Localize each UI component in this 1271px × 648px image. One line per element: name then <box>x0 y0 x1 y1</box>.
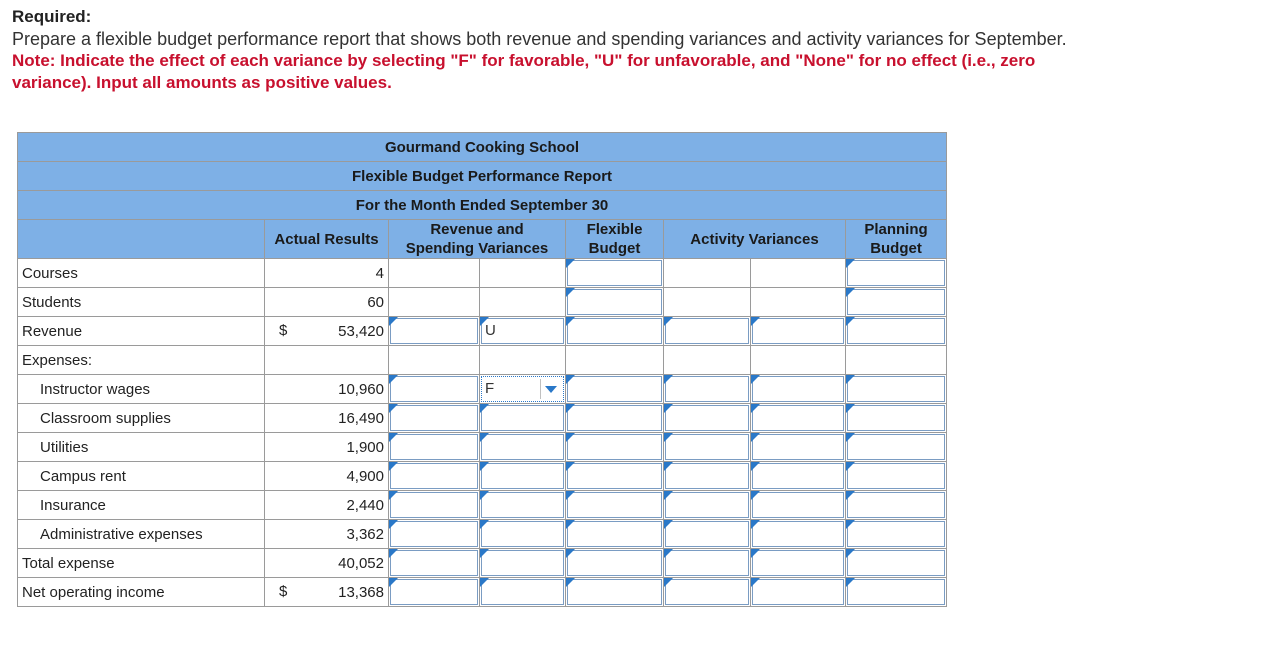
row-label-administrative-expenses: Administrative expenses <box>18 520 265 549</box>
activity-effect-utilities-select[interactable] <box>751 433 846 462</box>
row-label-instructor-wages: Instructor wages <box>18 375 265 404</box>
planning-noi-input[interactable] <box>846 578 947 607</box>
empty-cell <box>751 346 846 375</box>
empty-cell <box>664 259 751 288</box>
revenue-spending-variance-classroom-supplies-input[interactable] <box>389 404 480 433</box>
flexible-students-input[interactable] <box>566 288 664 317</box>
row-label-expenses: Expenses: <box>18 346 265 375</box>
required-heading: Required: <box>12 7 92 26</box>
planning-line2: Budget <box>870 240 922 257</box>
actual-insurance: 2,440 <box>265 491 389 520</box>
row-label-total-expense: Total expense <box>18 549 265 578</box>
effect-value: F <box>485 380 495 397</box>
rev-spend-line1: Revenue and <box>430 221 524 238</box>
report-company: Gourmand Cooking School <box>18 133 947 162</box>
planning-revenue-input[interactable] <box>846 317 947 346</box>
row-label-utilities: Utilities <box>18 433 265 462</box>
revenue-spending-variance-insurance-input[interactable] <box>389 491 480 520</box>
empty-cell <box>751 288 846 317</box>
activity-variance-insurance-input[interactable] <box>664 491 751 520</box>
instructions-note-line2: variance). Input all amounts as positive values. <box>12 73 392 92</box>
actual-net-operating-income <box>265 578 389 607</box>
instructions <box>12 6 1262 94</box>
actual-instructor-wages: 10,960 <box>265 375 389 404</box>
row-label-net-operating-income: Net operating income <box>18 578 265 607</box>
empty-cell <box>265 346 389 375</box>
revenue-spending-variance-total-expense-input[interactable] <box>389 549 480 578</box>
actual-students: 60 <box>265 288 389 317</box>
activity-variance-noi-input[interactable] <box>664 578 751 607</box>
flexible-classroom-supplies-input[interactable] <box>566 404 664 433</box>
revenue-spending-effect-classroom-supplies-select[interactable] <box>480 404 566 433</box>
revenue-spending-effect-campus-rent-select[interactable] <box>480 462 566 491</box>
planning-students-input[interactable] <box>846 288 947 317</box>
report-title: Flexible Budget Performance Report <box>18 162 947 191</box>
planning-line1: Planning <box>864 221 928 238</box>
actual-utilities: 1,900 <box>265 433 389 462</box>
empty-cell <box>389 288 480 317</box>
revenue-spending-effect-revenue-select[interactable] <box>480 317 566 346</box>
revenue-spending-effect-utilities-select[interactable] <box>480 433 566 462</box>
activity-effect-noi-select[interactable] <box>751 578 846 607</box>
revenue-spending-effect-total-expense-select[interactable] <box>480 549 566 578</box>
activity-variance-total-expense-input[interactable] <box>664 549 751 578</box>
planning-instructor-wages-input[interactable] <box>846 375 947 404</box>
flexible-budget-report-table <box>17 132 947 607</box>
activity-variance-instructor-wages-input[interactable] <box>664 375 751 404</box>
column-header-blank <box>18 220 265 259</box>
row-label-students: Students <box>18 288 265 317</box>
revenue-spending-variance-instructor-wages-input[interactable] <box>389 375 480 404</box>
flexible-insurance-input[interactable] <box>566 491 664 520</box>
row-label-classroom-supplies: Classroom supplies <box>18 404 265 433</box>
flexible-total-expense-input[interactable] <box>566 549 664 578</box>
activity-effect-classroom-supplies-select[interactable] <box>751 404 846 433</box>
activity-effect-campus-rent-select[interactable] <box>751 462 846 491</box>
empty-cell <box>664 346 751 375</box>
activity-effect-revenue-select[interactable] <box>751 317 846 346</box>
empty-cell <box>846 346 947 375</box>
flexible-line2: Budget <box>588 240 641 257</box>
planning-utilities-input[interactable] <box>846 433 947 462</box>
actual-campus-rent: 4,900 <box>265 462 389 491</box>
planning-total-expense-input[interactable] <box>846 549 947 578</box>
empty-cell <box>389 346 480 375</box>
report-period: For the Month Ended September 30 <box>18 191 947 220</box>
empty-cell <box>480 259 566 288</box>
empty-cell <box>480 288 566 317</box>
activity-effect-insurance-select[interactable] <box>751 491 846 520</box>
revenue-spending-effect-administrative-select[interactable] <box>480 520 566 549</box>
planning-insurance-input[interactable] <box>846 491 947 520</box>
activity-effect-administrative-select[interactable] <box>751 520 846 549</box>
column-header-actual: Actual Results <box>265 220 389 259</box>
actual-total-expense: 40,052 <box>265 549 389 578</box>
row-label-revenue: Revenue <box>18 317 265 346</box>
actual-revenue <box>265 317 389 346</box>
planning-classroom-supplies-input[interactable] <box>846 404 947 433</box>
instructions-note-line1: Note: Indicate the effect of each variance by selecting "F" for favorable, "U" for unfavorable, and "None" for no effect (i.e., zero <box>12 51 1036 70</box>
flexible-instructor-wages-input[interactable] <box>566 375 664 404</box>
rev-spend-line2: Spending Variances <box>405 240 549 257</box>
planning-campus-rent-input[interactable] <box>846 462 947 491</box>
flexible-campus-rent-input[interactable] <box>566 462 664 491</box>
column-header-activity: Activity Variances <box>664 220 846 259</box>
actual-revenue-value: 53,420 <box>338 322 384 340</box>
flexible-utilities-input[interactable] <box>566 433 664 462</box>
flexible-revenue-input[interactable] <box>566 317 664 346</box>
actual-classroom-supplies: 16,490 <box>265 404 389 433</box>
chevron-down-icon[interactable] <box>545 386 557 393</box>
revenue-spending-variance-campus-rent-input[interactable] <box>389 462 480 491</box>
activity-effect-total-expense-select[interactable] <box>751 549 846 578</box>
column-header-flexible <box>566 220 664 259</box>
activity-variance-administrative-input[interactable] <box>664 520 751 549</box>
flexible-noi-input[interactable] <box>566 578 664 607</box>
activity-effect-instructor-wages-select[interactable] <box>751 375 846 404</box>
planning-administrative-input[interactable] <box>846 520 947 549</box>
empty-cell <box>566 346 664 375</box>
planning-courses-input[interactable] <box>846 259 947 288</box>
flexible-courses-input[interactable] <box>566 259 664 288</box>
row-label-campus-rent: Campus rent <box>18 462 265 491</box>
column-header-planning <box>846 220 947 259</box>
flexible-line1: Flexible <box>586 221 643 238</box>
currency-symbol: $ <box>279 322 288 339</box>
revenue-spending-effect-noi-select[interactable] <box>480 578 566 607</box>
revenue-spending-variance-administrative-input[interactable] <box>389 520 480 549</box>
row-label-insurance: Insurance <box>18 491 265 520</box>
revenue-spending-effect-instructor-wages-select[interactable] <box>480 375 566 404</box>
empty-cell <box>751 259 846 288</box>
actual-administrative-expenses: 3,362 <box>265 520 389 549</box>
actual-noi-value: 13,368 <box>338 583 384 601</box>
revenue-spending-variance-revenue-input[interactable] <box>389 317 480 346</box>
revenue-spending-variance-noi-input[interactable] <box>389 578 480 607</box>
activity-variance-classroom-supplies-input[interactable] <box>664 404 751 433</box>
activity-variance-revenue-input[interactable] <box>664 317 751 346</box>
empty-cell <box>389 259 480 288</box>
activity-variance-utilities-input[interactable] <box>664 433 751 462</box>
empty-cell <box>664 288 751 317</box>
activity-variance-campus-rent-input[interactable] <box>664 462 751 491</box>
revenue-spending-effect-insurance-select[interactable] <box>480 491 566 520</box>
column-header-revenue-spending <box>389 220 566 259</box>
currency-symbol: $ <box>279 583 288 600</box>
row-label-courses: Courses <box>18 259 265 288</box>
instructions-text: Prepare a flexible budget performance report that shows both revenue and spending variances and activity variances for September. <box>12 29 1067 49</box>
actual-courses: 4 <box>265 259 389 288</box>
revenue-spending-variance-utilities-input[interactable] <box>389 433 480 462</box>
effect-value: U <box>485 322 496 339</box>
empty-cell <box>480 346 566 375</box>
flexible-administrative-input[interactable] <box>566 520 664 549</box>
